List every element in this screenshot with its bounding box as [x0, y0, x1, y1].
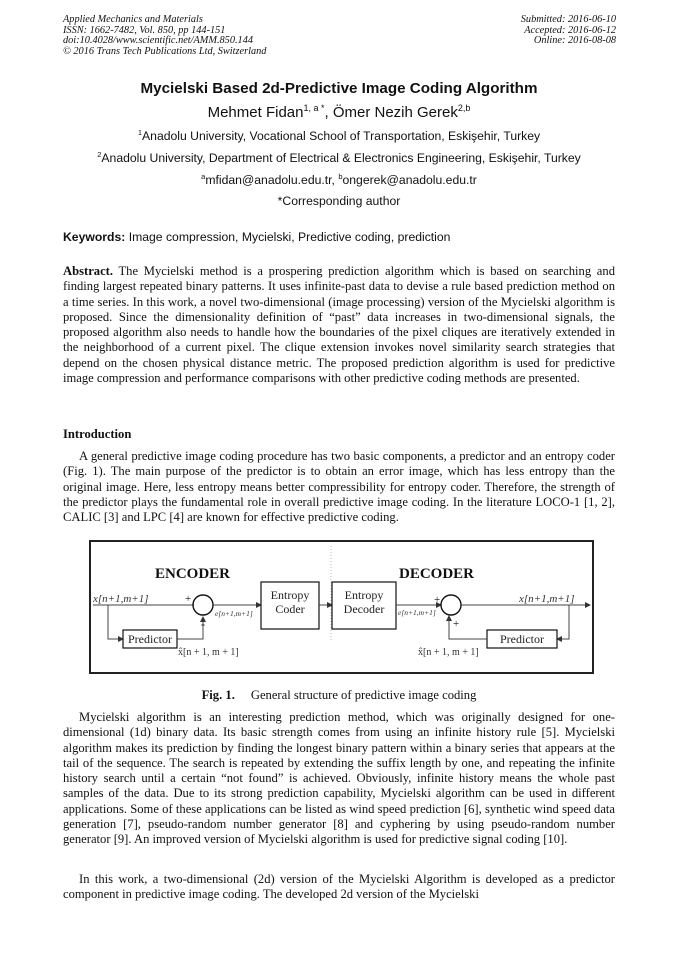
- email-link[interactable]: ongerek@anadolu.edu.tr: [342, 173, 477, 187]
- email-sup: a: [201, 172, 206, 181]
- minus-sign: -: [201, 617, 205, 631]
- decoder-branch-line: [557, 605, 569, 639]
- entropy-decoder-label: Decoder: [343, 602, 385, 616]
- paper-title: Mycielski Based 2d-Predictive Image Coding Algorithm: [140, 80, 538, 97]
- output-signal-label: x[n+1,m+1]: [519, 593, 575, 605]
- intro-text: A general predictive image coding procedure has two basic components, a predictor and an entropy coder (Fig. 1). The main purpose of the predictor is to obtain an error image, which has less entropy than the original image. Here, less entropy means better compressibility for entropy coder. Therefore, the strength of the predictor plays the fundamental role in overall predictive image coding. In the literature LOCO-1 [1, 2], CALIC [3] and LPC [4] are known for effective predictive coding.: [63, 449, 615, 525]
- body-text: In this work, a two-dimensional (2d) version of the Mycielski Algorithm is developed as a predictor component in predictive image coding. The developed 2d version of the Mycielski: [63, 872, 615, 902]
- entropy-decoder-label: Entropy: [344, 588, 384, 602]
- affiliation-sup: 2: [97, 150, 102, 159]
- summing-junction-encoder: [193, 595, 213, 615]
- email-sup: b: [338, 172, 343, 181]
- affiliation-text: Anadolu University, Vocational School of Transportation, Eskişehir, Turkey: [142, 129, 541, 143]
- prediction-signal-label: x̂[n + 1, m + 1]: [178, 647, 239, 658]
- figure-1-diagram: [89, 540, 594, 674]
- entropy-coder-label: Entropy: [270, 588, 310, 602]
- corresponding-author-note: *Corresponding author: [277, 194, 401, 208]
- encoder-label: ENCODER: [155, 566, 231, 582]
- branch-line: [108, 605, 123, 639]
- entropy-coder-label: Coder: [275, 602, 305, 616]
- abstract-label: Abstract.: [63, 264, 114, 278]
- affiliation-sup: 1: [137, 128, 143, 137]
- email-link[interactable]: mfidan@anadolu.edu.tr: [205, 173, 332, 187]
- intro-paragraph: [63, 449, 615, 525]
- author-sup: 2,b: [457, 103, 471, 113]
- issn-line: ISSN: 1662-7482, Vol. 850, pp 144-151: [63, 24, 226, 36]
- email-line: [0, 173, 678, 187]
- author-sup: 1, a *: [303, 103, 325, 113]
- plus-sign: +: [185, 593, 192, 605]
- summing-junction-decoder: [441, 595, 461, 615]
- predictor-label: Predictor: [500, 632, 544, 646]
- block-diagram: [91, 542, 592, 672]
- author-name: Ömer Nezih Gerek: [332, 104, 458, 121]
- keywords: [63, 230, 623, 244]
- prediction-signal-label: x̂[n + 1, m + 1]: [418, 647, 479, 658]
- affiliation-text: Anadolu University, Department of Electrical & Electronics Engineering, Eskişehir, Turkey: [101, 151, 581, 165]
- figure-caption-text: General structure of predictive image coding: [250, 688, 477, 702]
- affiliation: [0, 151, 678, 165]
- figure-caption-label: Fig. 1.: [201, 688, 235, 702]
- body-paragraph: [63, 872, 615, 903]
- accepted-date: Accepted: 2016-06-12: [524, 24, 616, 36]
- author-separator: ,: [324, 104, 333, 121]
- submitted-date: Submitted: 2016-06-10: [520, 14, 616, 25]
- keywords-text: Image compression, Mycielski, Predictive coding, prediction: [125, 230, 451, 244]
- input-signal-label: x[n+1,m+1]: [93, 593, 149, 605]
- copyright-line: © 2016 Trans Tech Publications Ltd, Switzerland: [63, 45, 267, 57]
- journal-info: [63, 15, 363, 57]
- plus-sign: +: [434, 594, 441, 606]
- figure-caption: [0, 688, 678, 703]
- section-heading-introduction: Introduction: [63, 427, 132, 441]
- email-separator: ,: [331, 173, 339, 187]
- doi-line: doi:10.4028/www.scientific.net/AMM.850.144: [63, 35, 253, 47]
- abstract: [63, 264, 615, 386]
- dates-info: [416, 15, 616, 47]
- journal-name: Applied Mechanics and Materials: [63, 14, 203, 25]
- body-text: Mycielski algorithm is an interesting prediction method, which was originally designed for one-dimensional (1d) binary data. Its basic strength comes from using an infinite history rule [5]. Mycielski algorithm makes its prediction by finding the longest binary pattern within a binary series that appears at the tail of the sequence. The search is repeated by extending the suffix length by one, and repeating the infinite history search until a certain “not found” is achieved. Obviously, infinite history means the whole past samples of the data. Due to its strong prediction capability, Mycielski algorithm can be used in different applications. Some of these applications can be listed as wind speed prediction [6], synthetic wind speed data generation [7], pseudo-random number generator [8] and cyphering by using pseudo-random number generator [9]. An improved version of Mycielski algorithm is used for predictive signal coding [10].: [63, 710, 615, 847]
- author-name: Mehmet Fidan: [207, 104, 304, 121]
- keywords-label: Keywords:: [63, 230, 126, 244]
- affiliation: [0, 129, 678, 143]
- online-date: Online: 2016-08-08: [533, 35, 616, 47]
- decoder-label: DECODER: [399, 566, 475, 582]
- abstract-text: The Mycielski method is a prospering prediction algorithm which is based on searching and finding largest repeated binary patterns. It uses infinite-past data to devise a rule based prediction method on a time series. In this work, a novel two-dimensional (image processing) version of the Mycielski algorithm is proposed. Since the dimensionality definition of “past” data increases in two-dimensional signals, the proposed algorithm also needs to handle how the boundaries of the pixel cliques are iteratively extended in the neighborhood of a current pixel. The clique extension invokes novel similarity search strategies that depend on the chosen physical distance metric. The proposed prediction algorithm is used for predictive image compression and performance comparisons with other predictive coding methods are presented.: [63, 264, 615, 386]
- body-paragraph: [63, 710, 615, 848]
- author-list: [0, 104, 678, 121]
- error-signal-label: e[n+1,m+1]: [215, 609, 253, 618]
- error-signal-label: e[n+1,m+1]: [398, 608, 436, 617]
- prediction-line: [177, 617, 203, 639]
- predictor-label: Predictor: [128, 632, 172, 646]
- plus-sign: +: [453, 618, 460, 630]
